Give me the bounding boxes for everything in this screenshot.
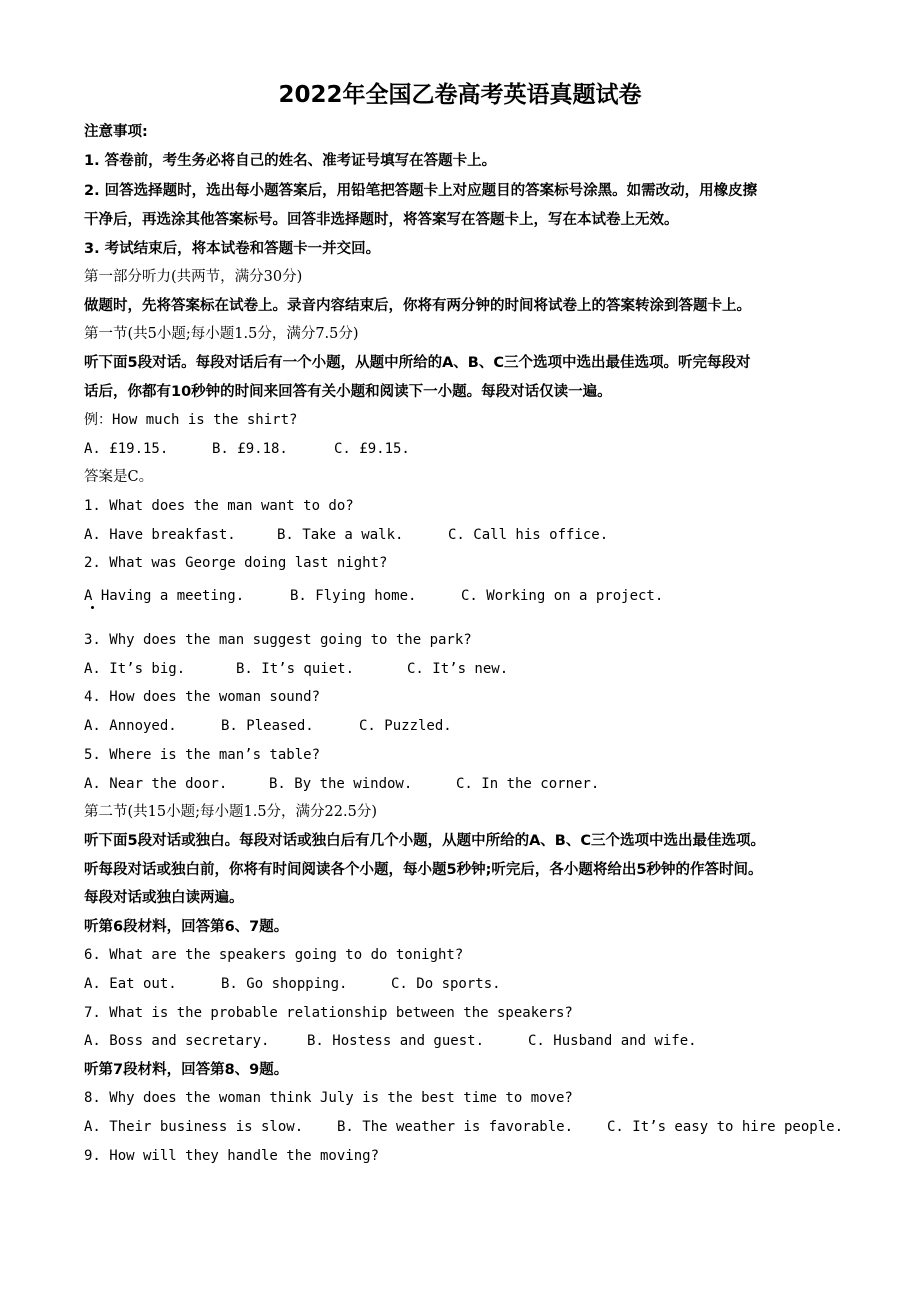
section1-instruction-line-1: 听下面5段对话。每段对话后有一个小题，从题中所给的A、B、C三个选项中选出最佳选项。听完每段对 [84, 355, 751, 371]
q2-option-c: C. Working on a project. [461, 588, 664, 604]
example-option-a: A. £19.15. [84, 441, 169, 457]
question-1: 1. What does the man want to do? [84, 498, 354, 514]
question-7: 7. What is the probable relationship between the speakers? [84, 1005, 573, 1021]
question-2-options [84, 585, 844, 607]
q2-option-a: A Having a meeting. [84, 588, 245, 604]
question-8: 8. Why does the woman think July is the best time to move? [84, 1090, 573, 1106]
q3-option-c: C. It’s new. [407, 661, 509, 677]
question-5: 5. Where is the man’s table? [84, 747, 321, 763]
page-title: 2022年全国乙卷高考英语真题试卷 [278, 82, 642, 108]
question-4: 4. How does the woman sound? [84, 689, 321, 705]
question-3-options [84, 658, 844, 680]
q2-option-b: B. Flying home. [290, 588, 417, 604]
part1-instruction: 做题时，先将答案标在试卷上。录音内容结束后，你将有两分钟的时间将试卷上的答案转涂到答题卡上。 [84, 298, 751, 314]
question-7-options [84, 1030, 844, 1052]
q8-option-a: A. Their business is slow. [84, 1119, 304, 1135]
section2-instruction-line-1: 听下面5段对话或独白。每段对话或独白后有几个小题，从题中所给的A、B、C三个选项中选出最佳选项。 [84, 833, 766, 849]
notice-item-3: 3. 考试结束后，将本试卷和答题卡一并交回。 [84, 241, 381, 257]
q4-option-a: A. Annoyed. [84, 718, 177, 734]
part1-heading: 第一部分听力(共两节，满分30分) [84, 269, 303, 285]
section2-instruction-line-2: 听每段对话或独白前，你将有时间阅读各个小题，每小题5秒钟;听完后，各小题将给出5秒钟的作答时间。 [84, 862, 763, 878]
q5-option-b: B. By the window. [269, 776, 413, 792]
q7-option-b: B. Hostess and guest. [307, 1033, 485, 1049]
q4-option-b: B. Pleased. [221, 718, 314, 734]
q1-option-b: B. Take a walk. [277, 527, 404, 543]
section2-heading: 第二节(共15小题;每小题1.5分，满分22.5分) [84, 804, 377, 820]
notice-heading: 注意事项: [84, 124, 148, 140]
q7-option-c: C. Husband and wife. [528, 1033, 697, 1049]
question-4-options [84, 715, 844, 737]
q8-option-c: C. It’s easy to hire people. [607, 1119, 844, 1135]
question-9: 9. How will they handle the moving? [84, 1148, 380, 1164]
q1-option-c: C. Call his office. [448, 527, 609, 543]
notice-item-2-line-2: 干净后，再选涂其他答案标号。回答非选择题时，将答案写在答题卡上，写在本试卷上无效。 [84, 212, 679, 228]
material-7-heading: 听第7段材料，回答第8、9题。 [84, 1062, 289, 1078]
question-6: 6. What are the speakers going to do tonight? [84, 947, 464, 963]
question-2: 2. What was George doing last night? [84, 555, 388, 571]
question-3: 3. Why does the man suggest going to the park? [84, 632, 472, 648]
question-8-options [84, 1116, 844, 1138]
example-option-b: B. £9.18. [212, 441, 288, 457]
q8-option-b: B. The weather is favorable. [337, 1119, 574, 1135]
q5-option-c: C. In the corner. [456, 776, 600, 792]
q3-option-b: B. It’s quiet. [236, 661, 355, 677]
example-options [84, 438, 844, 460]
question-1-options [84, 524, 844, 546]
q7-option-a: A. Boss and secretary. [84, 1033, 270, 1049]
q3-option-a: A. It’s big. [84, 661, 186, 677]
q4-option-c: C. Puzzled. [359, 718, 452, 734]
q6-option-b: B. Go shopping. [221, 976, 348, 992]
notice-item-1: 1. 答卷前，考生务必将自己的姓名、准考证号填写在答题卡上。 [84, 153, 497, 169]
q5-option-a: A. Near the door. [84, 776, 228, 792]
question-6-options [84, 973, 844, 995]
q1-option-a: A. Have breakfast. [84, 527, 236, 543]
material-6-heading: 听第6段材料，回答第6、7题。 [84, 919, 289, 935]
section1-heading: 第一节(共5小题;每小题1.5分，满分7.5分) [84, 326, 359, 342]
q6-option-c: C. Do sports. [391, 976, 501, 992]
question-5-options [84, 773, 844, 795]
section2-instruction-line-3: 每段对话或独白读两遍。 [84, 890, 244, 906]
example-question: 例：How much is the shirt? [84, 412, 298, 428]
stray-dot [91, 606, 94, 609]
example-answer: 答案是C。 [84, 469, 154, 485]
section1-instruction-line-2: 话后，你都有10秒钟的时间来回答有关小题和阅读下一小题。每段对话仅读一遍。 [84, 384, 612, 400]
notice-item-2-line-1: 2. 回答选择题时，选出每小题答案后，用铅笔把答题卡上对应题目的答案标号涂黑。如需改动，用橡皮擦 [84, 183, 758, 199]
q6-option-a: A. Eat out. [84, 976, 177, 992]
example-option-c: C. £9.15. [334, 441, 410, 457]
